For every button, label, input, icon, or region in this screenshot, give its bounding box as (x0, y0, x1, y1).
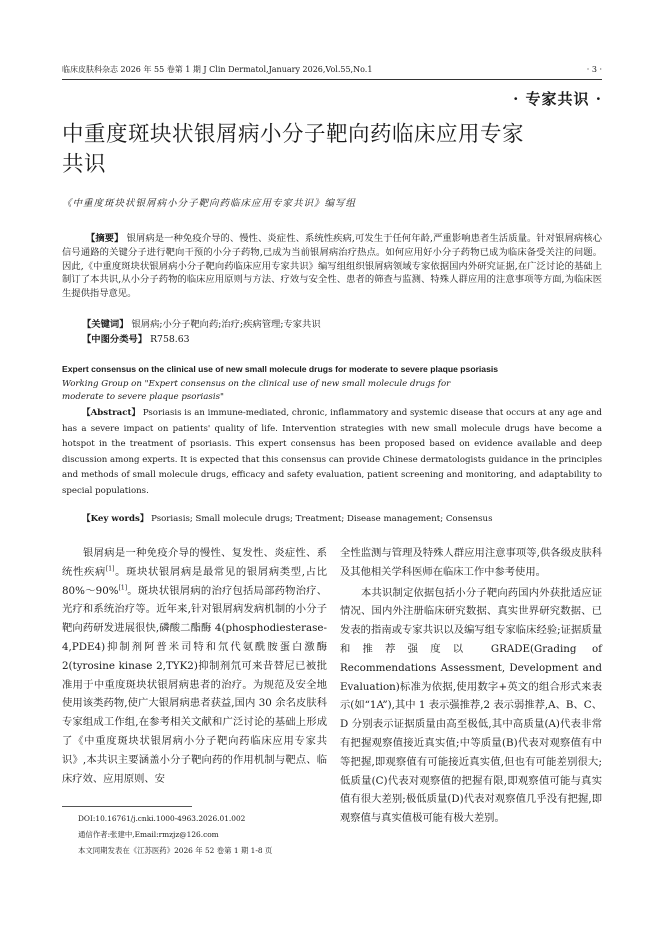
citation-ref: [1] (118, 584, 128, 592)
english-keywords (62, 512, 622, 526)
simultaneous-publication: 本文同期发表在《江苏医药》2026 年 52 卷第 1 期 1-8 页 (78, 846, 273, 855)
english-author-group: Working Group on "Expert consensus on the clinical use of new small molecule drugs for moderate to severe plaque psoriasis" (62, 379, 451, 402)
keywords-text: 银屑病;小分子靶向药;治疗;疾病管理;专家共识 (131, 319, 321, 330)
chinese-keywords (62, 318, 622, 332)
body-right-column (340, 544, 602, 828)
corresponding-author: 通信作者:张建中,Email:rmzjz@126.com (78, 830, 219, 839)
classification-number (62, 333, 622, 347)
page-number: · 3 · (586, 65, 602, 74)
chinese-abstract (62, 232, 602, 301)
body-paragraph-continuation: 全性监测与管理及特殊人群应用注意事项等,供各级皮肤科及其他相关学科医师在临床工作中参考使用。 (340, 547, 602, 578)
english-abstract-text: Psoriasis is an immune-mediated, chronic, inflammatory and systemic disease that occurs at any age and has a severe impact on patients' quality of life. Intervention strategies with new small molecule drugs have become a hotspot in the treatment of psoriasis. This expert consensus has been proposed based on evidence available and deep discussion among experts. It is expected that this consensus can provide Chinese dermatologists guidance in the principles and methods of small molecule drugs, efficacy and safety evaluation, patient screening and monitoring, and adaptability to special populations. (62, 408, 602, 496)
author-group: 《中重度斑块状银屑病小分子靶向药临床应用专家共识》编写组 (62, 198, 357, 209)
classification-label: 【中图分类号】 (82, 334, 148, 345)
english-title: Expert consensus on the clinical use of new small molecule drugs for moderate to severe plaque psoriasis (62, 364, 499, 374)
journal-citation: 临床皮肤科杂志 2026 年 55 卷第 1 期 J Clin Dermatol,January 2026,Vol.55,No.1 (62, 65, 373, 74)
abstract-label: 【摘要】 (86, 233, 124, 244)
header-rule (62, 79, 602, 80)
doi: DOI:10.16761/j.cnki.1000-4963.2026.01.002 (78, 814, 246, 823)
body-paragraph-methods: 本共识制定依据包括小分子靶向药国内外获批适应证情况、国内外注册临床研究数据、真实世界研究数据、已发表的指南或专家共识以及编写组专家临床经验;证据质量和推荐强度以 GRADE(Grading of Recommendations Assessment, Development and Evaluation)标准为依据,使用数字+英文的组合形式来表示(如“1A”),其中 1 表示强推荐,2 表示弱推荐,A、B、C、D 分别表示证据质量由高至极低,其中高质量(A)代表非常有把握观察值接近真实值;中等质量(B)代表对观察值有中等把握,即观察值有可能接近真实值,但也有可能差别很大;低质量(C)代表对观察值的把握有限,即观察值可能与真实值有很大差别;极低质量(D)代表对观察值几乎没有把握,即观察值与真实值极可能有极大差别。 (340, 586, 602, 825)
english-keywords-text: Psoriasis; Small molecule drugs; Treatment; Disease management; Consensus (151, 514, 493, 524)
article-title: 中重度斑块状银屑病小分子靶向药临床应用专家共识 (62, 122, 525, 177)
classification-code: R758.63 (150, 334, 190, 345)
body-left-column (62, 544, 327, 788)
english-keywords-label: 【Key words】 (82, 514, 149, 524)
english-abstract (62, 406, 602, 499)
citation-ref: [1] (105, 565, 115, 573)
body-text: 。斑块状银屑病的治疗包括局部药物治疗、光疗和系统治疗等。近年来,针对银屑病发病机制的小分子靶向药研发进展很快,磷酸二酯酶 4(phosphodiesterase-4,PDE4)抑制剂阿普米司特和氘代氨酰胺蛋白激酶 2(tyrosine kinase 2,TYK2)抑制剂氘可来昔替尼已被批准用于中重度斑块状银屑病患者的治疗。为规范及安全地使用该类药物,使广大银屑病患者获益,国内 30 余名皮肤科专家组成工作组,在参考相关文献和广泛讨论的基础上形成了《中重度斑块状银屑病小分子靶向药临床应用专家共识》,本共识主要涵盖小分子靶向药的作用机制与靶点、临床疗效、应用原则、安 (62, 584, 327, 785)
body-text: 银屑病是一种免疫介导的慢性、复发性、炎症性、系统性疾病 (62, 547, 327, 578)
running-header (62, 64, 602, 76)
section-label: · 专家共识 · (513, 90, 602, 108)
abstract-text: 银屑病是一种免疫介导的、慢性、炎症性、系统性疾病,可发生于任何年龄,严重影响患者生活质量。针对银屑病核心信号通路的关键分子进行靶向干预的小分子药物,已成为当前银屑病治疗热点。如何应用好小分子药物已成为临床备受关注的问题。因此,《中重度斑块状银屑病小分子靶向药临床应用专家共识》编写组组织银屑病领域专家依据国内外研究证据,在广泛讨论的基础上制订了本共识,从小分子药物的临床应用原则与方法、疗效与安全性、患者的筛查与监测、特殊人群应用的注意事项等方面,为临床医生提供指导意见。 (62, 233, 602, 300)
footnote-rule (62, 806, 192, 807)
footnotes (78, 811, 338, 859)
english-abstract-label: 【Abstract】 (82, 408, 141, 418)
keywords-label: 【关键词】 (82, 319, 129, 330)
body-text: 。斑块状银屑病是最常见的银屑病类型,占比 80%～90% (62, 565, 327, 597)
